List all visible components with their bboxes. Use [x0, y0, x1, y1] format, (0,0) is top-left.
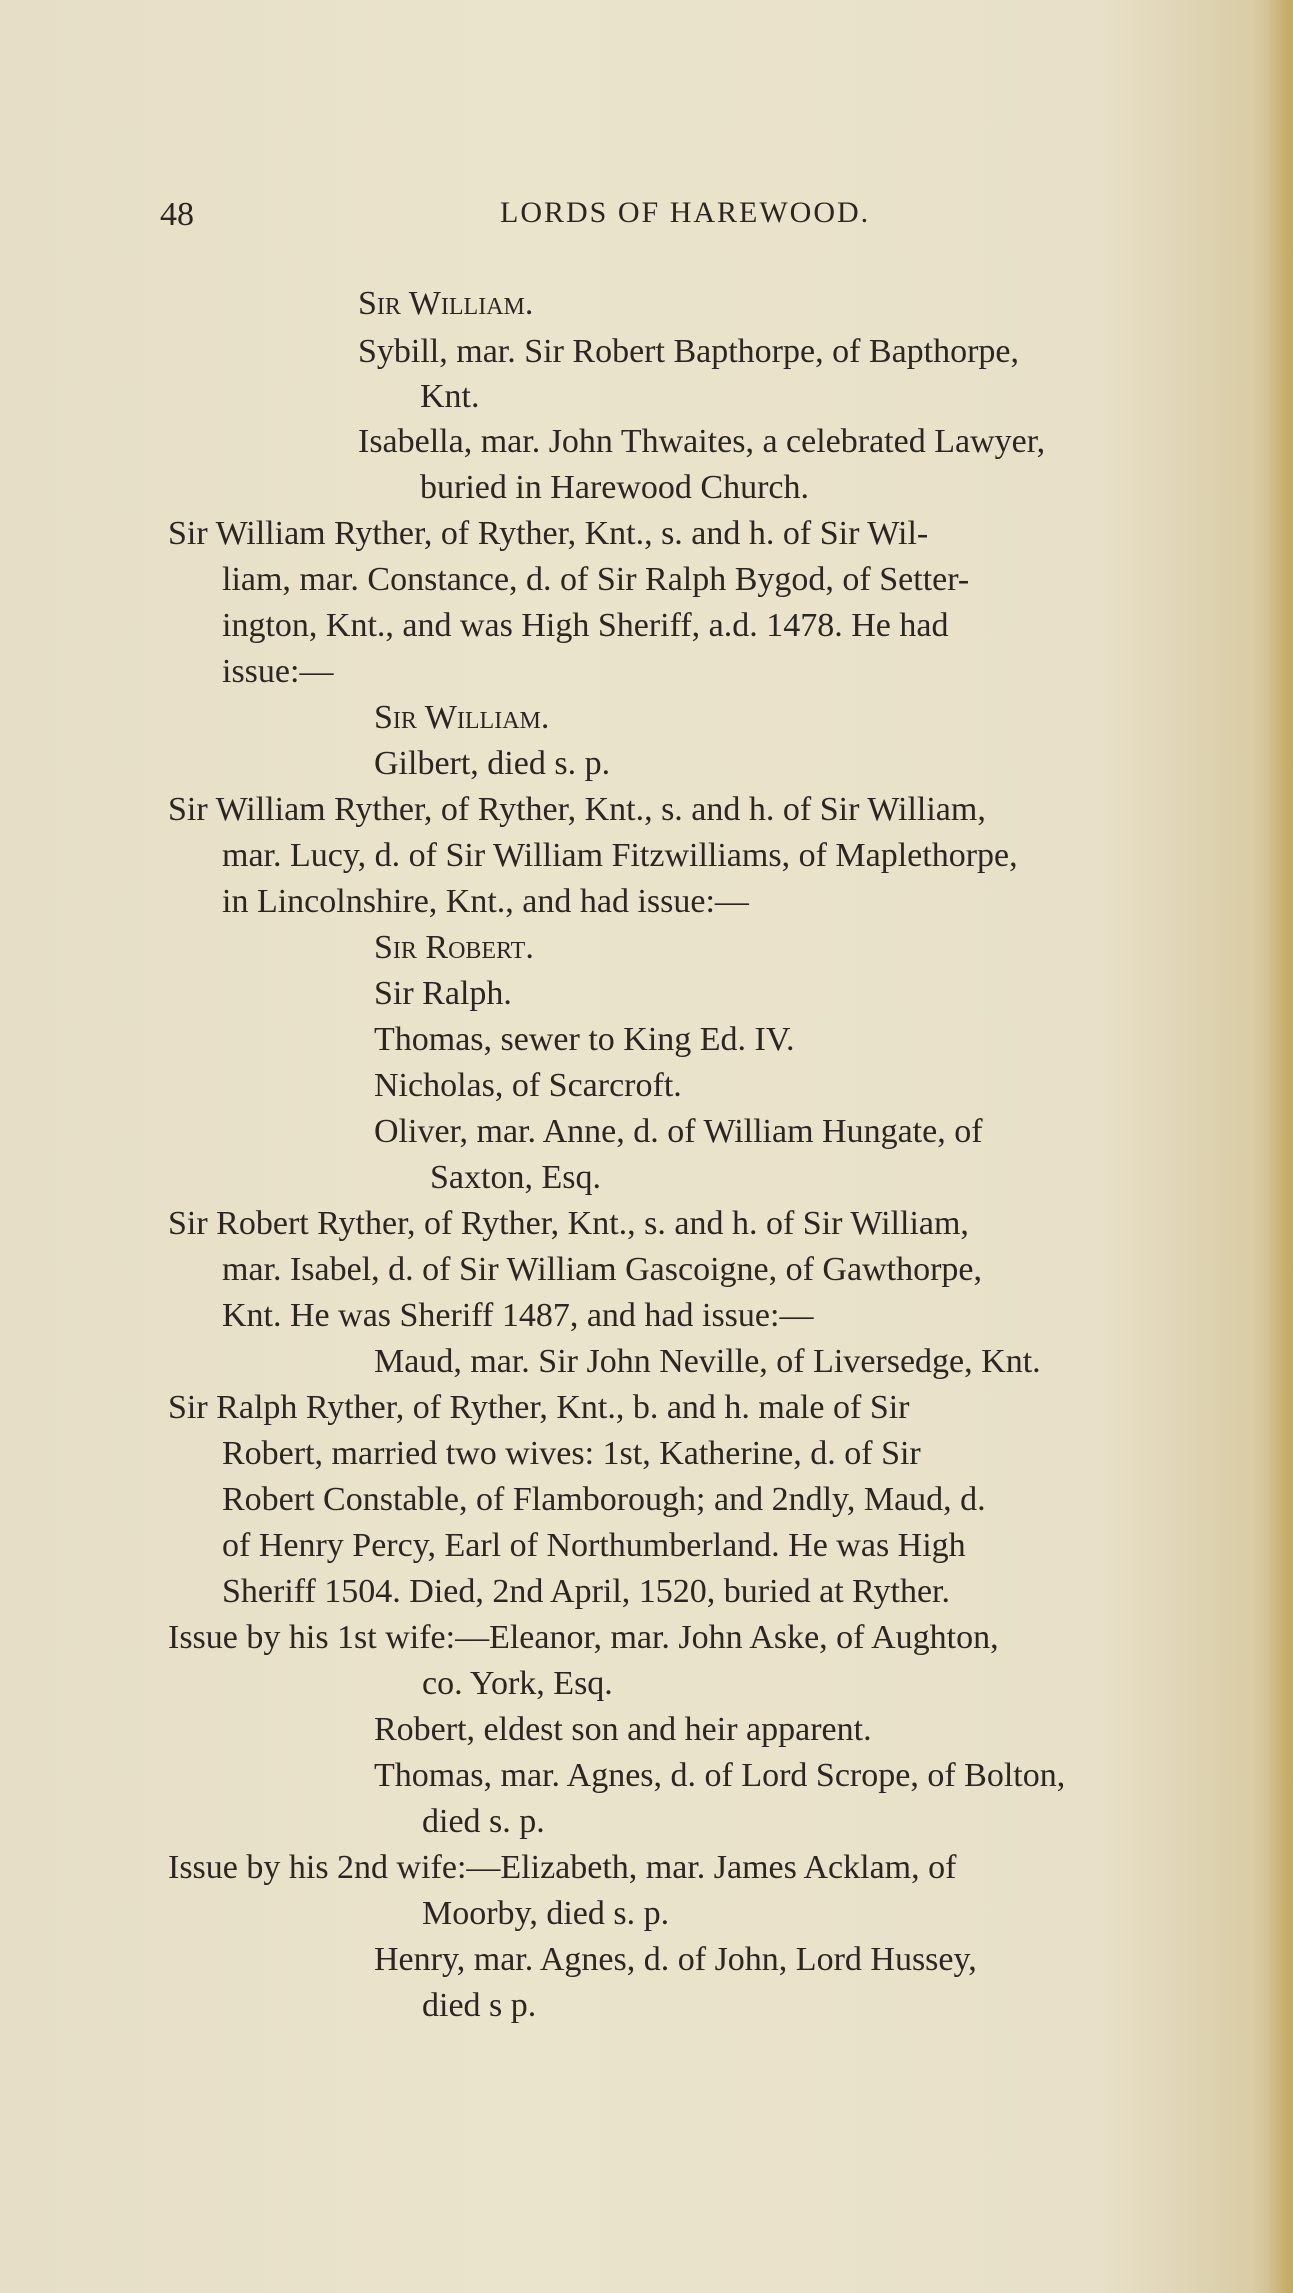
text-line: liam, mar. Constance, d. of Sir Ralph Bygod, of Setter- — [222, 561, 970, 598]
text-line: Sybill, mar. Sir Robert Bapthorpe, of Bapthorpe, — [358, 333, 1020, 370]
text-line: Knt. — [420, 378, 480, 415]
text-line: of Henry Percy, Earl of Northumberland. He was High — [222, 1527, 966, 1564]
page-number: 48 — [160, 196, 194, 233]
text-line: Thomas, sewer to King Ed. IV. — [374, 1021, 795, 1058]
text-line: Sir Ralph. — [374, 975, 512, 1012]
text-line: died s. p. — [422, 1803, 545, 1840]
text-line: Issue by his 1st wife:—Eleanor, mar. John Aske, of Aughton, — [168, 1619, 999, 1656]
text-line: Nicholas, of Scarcroft. — [374, 1067, 682, 1104]
text-line: Henry, mar. Agnes, d. of John, Lord Hussey, — [374, 1941, 977, 1978]
text-line: Sir Ralph Ryther, of Ryther, Knt., b. and h. male of Sir — [168, 1389, 910, 1426]
text-line: Isabella, mar. John Thwaites, a celebrated Lawyer, — [358, 423, 1046, 460]
text-line: ington, Knt., and was High Sheriff, a.d. 1478. He had — [222, 607, 949, 644]
text-line: Sir William Ryther, of Ryther, Knt., s. and h. of Sir William, — [168, 791, 986, 828]
text-line: Robert, married two wives: 1st, Katherine, d. of Sir — [222, 1435, 921, 1472]
text-line: Thomas, mar. Agnes, d. of Lord Scrope, of Bolton, — [374, 1757, 1066, 1794]
text-line: Gilbert, died s. p. — [374, 745, 611, 782]
text-line: in Lincolnshire, Knt., and had issue:— — [222, 883, 749, 920]
text-line: Oliver, mar. Anne, d. of William Hungate, of — [374, 1113, 983, 1150]
text-line: Maud, mar. Sir John Neville, of Liversedge, Knt. — [374, 1343, 1041, 1380]
text-line: Robert, eldest son and heir apparent. — [374, 1711, 872, 1748]
page-header — [160, 196, 1240, 246]
text-line: co. York, Esq. — [422, 1665, 613, 1702]
page-edge-shadow — [1267, 0, 1293, 2293]
text-line: Knt. He was Sheriff 1487, and had issue:— — [222, 1297, 814, 1334]
text-line: Sir Robert Ryther, of Ryther, Knt., s. and h. of Sir William, — [168, 1205, 969, 1242]
text-line: Robert Constable, of Flamborough; and 2ndly, Maud, d. — [222, 1481, 986, 1518]
text-line: Saxton, Esq. — [430, 1159, 601, 1196]
text-line: buried in Harewood Church. — [420, 469, 810, 506]
text-line: mar. Isabel, d. of Sir William Gascoigne, of Gawthorpe, — [222, 1251, 982, 1288]
text-line: Sheriff 1504. Died, 2nd April, 1520, buried at Ryther. — [222, 1573, 950, 1610]
text-line: Sir William Ryther, of Ryther, Knt., s. and h. of Sir Wil- — [168, 515, 929, 552]
text-line: Sir Robert. — [374, 929, 534, 966]
running-title: LORDS OF HAREWOOD. — [500, 196, 871, 229]
text-line: issue:— — [222, 653, 334, 690]
text-line: mar. Lucy, d. of Sir William Fitzwilliams, of Maplethorpe, — [222, 837, 1018, 874]
text-line: Moorby, died s. p. — [422, 1895, 670, 1932]
text-line: died s p. — [422, 1987, 537, 2024]
text-line: Sir William. — [374, 699, 550, 736]
text-line: Issue by his 2nd wife:—Elizabeth, mar. James Acklam, of — [168, 1849, 957, 1886]
text-line: Sir William. — [358, 285, 534, 322]
